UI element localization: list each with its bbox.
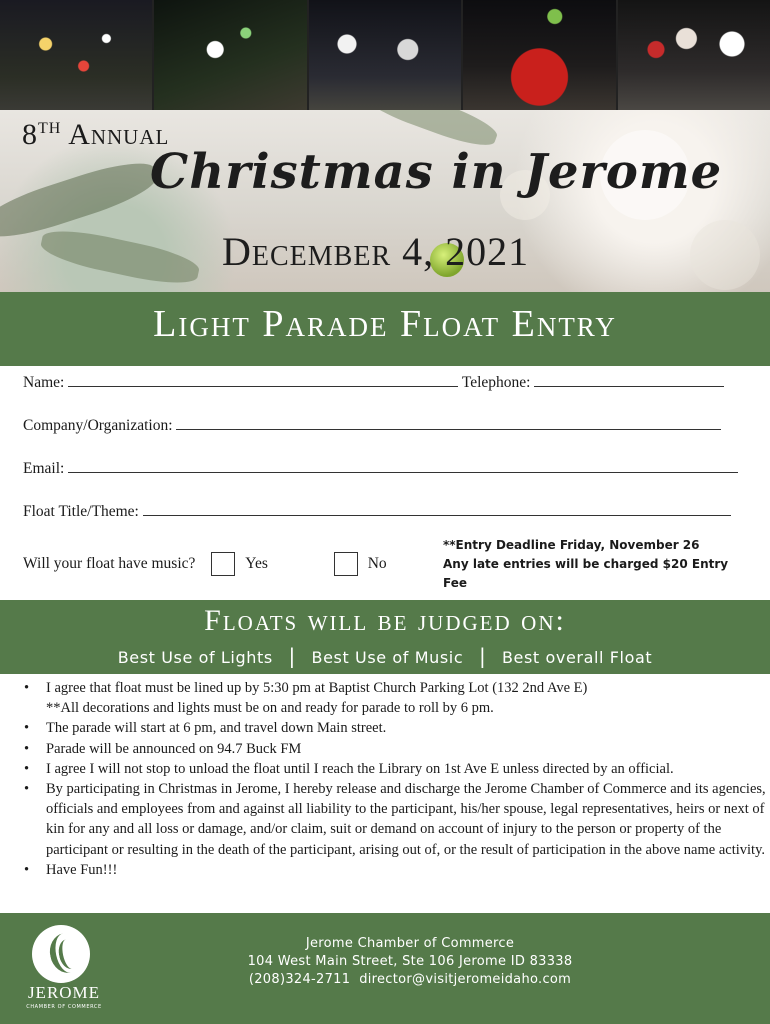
logo-name: JEROME <box>27 983 101 1002</box>
hero-banner <box>0 110 770 292</box>
event-title: Christmas in Jerome <box>150 144 723 200</box>
contact-info <box>200 935 620 989</box>
name-label: Name: <box>23 374 65 391</box>
float-title-field[interactable] <box>143 503 731 516</box>
logo-subtitle: CHAMBER OF COMMERCE <box>26 1004 102 1010</box>
parade-photo <box>463 0 617 110</box>
float-title-row <box>23 503 731 521</box>
judging-title: Floats will be judged on: <box>204 604 566 637</box>
rule-text: I agree that float must be lined up by 5:30 pm at Baptist Church Parking Lot (132 2nd Ave E) <box>46 680 588 696</box>
form-title-band <box>0 292 770 366</box>
criterion: Best overall Float <box>501 648 653 667</box>
company-field[interactable] <box>176 417 721 430</box>
criterion: Best Use of Music <box>311 648 464 667</box>
bokeh-light <box>690 220 760 290</box>
music-question: Will your float have music? <box>23 555 196 572</box>
form-title: Light Parade Float Entry <box>153 303 617 345</box>
parade-photo <box>154 0 308 110</box>
company-row <box>23 417 721 435</box>
parade-photo <box>0 0 154 110</box>
no-label: No <box>367 555 387 572</box>
criterion: Best Use of Lights <box>117 648 273 667</box>
edition-suffix: TH <box>38 120 62 137</box>
yes-checkbox[interactable] <box>211 552 235 576</box>
yes-label: Yes <box>245 555 268 572</box>
email-field[interactable] <box>68 460 738 473</box>
telephone-label: Telephone: <box>461 374 531 391</box>
parade-photo-strip <box>0 0 770 110</box>
pine-branch <box>38 224 202 291</box>
telephone-field[interactable] <box>534 374 724 387</box>
rule-item: • Parade will be announced on 94.7 Buck FM <box>46 739 770 759</box>
criteria-separator: | <box>288 644 296 668</box>
edition-number: 8 <box>22 118 38 151</box>
event-date: December 4, 2021 <box>222 229 530 274</box>
judging-criteria <box>0 644 770 668</box>
rule-item: • By participating in Christmas in Jerome, I hereby release and discharge the Jerome Chamber of Commerce and its agencies, officials and employees from and against all liability to the participant, his/her spouse, legal representatives, heirs or next of kin for any and all loss or damage, and/or claim, suit or demand on account of injury to the person or property of the participant or resulting in the death of the participant, arising out of, or the result of participation in the above name activity. <box>46 779 770 860</box>
email-link[interactable]: director@visitjeromeidaho.com <box>359 972 572 987</box>
footer <box>0 913 770 1024</box>
deadline-line: **Entry Deadline Friday, November 26 <box>443 538 700 552</box>
company-label: Company/Organization: <box>23 417 173 434</box>
float-title-label: Float Title/Theme: <box>23 503 139 520</box>
no-checkbox[interactable] <box>334 552 358 576</box>
org-name: Jerome Chamber of Commerce <box>305 936 515 951</box>
rule-item <box>46 678 770 718</box>
entry-deadline-note <box>443 536 748 593</box>
contact-line <box>200 971 620 989</box>
late-fee-line: Any late entries will be charged $20 Entry Fee <box>443 557 729 590</box>
rule-item: • Have Fun!!! <box>46 860 770 880</box>
criteria-separator: | <box>478 644 487 668</box>
phone: (208)324-2711 <box>248 972 351 987</box>
rules-list <box>22 678 770 880</box>
edition-word: Annual <box>68 118 170 151</box>
name-row <box>23 374 724 392</box>
rule-item: • The parade will start at 6 pm, and travel down Main street. <box>46 718 770 738</box>
chamber-logo-icon <box>32 925 90 983</box>
address: 104 West Main Street, Ste 106 Jerome ID 83338 <box>247 954 573 969</box>
rule-subtext: **All decorations and lights must be on and ready for parade to roll by 6 pm. <box>46 700 494 717</box>
edition-label <box>22 118 169 152</box>
name-field[interactable] <box>68 374 458 387</box>
parade-photo <box>618 0 770 110</box>
music-row <box>23 552 387 576</box>
judging-band <box>0 600 770 674</box>
rule-item: • I agree I will not stop to unload the float until I reach the Library on 1st Ave E unless directed by an official. <box>46 759 770 779</box>
parade-photo <box>309 0 463 110</box>
email-label: Email: <box>23 460 65 477</box>
email-row <box>23 460 738 478</box>
